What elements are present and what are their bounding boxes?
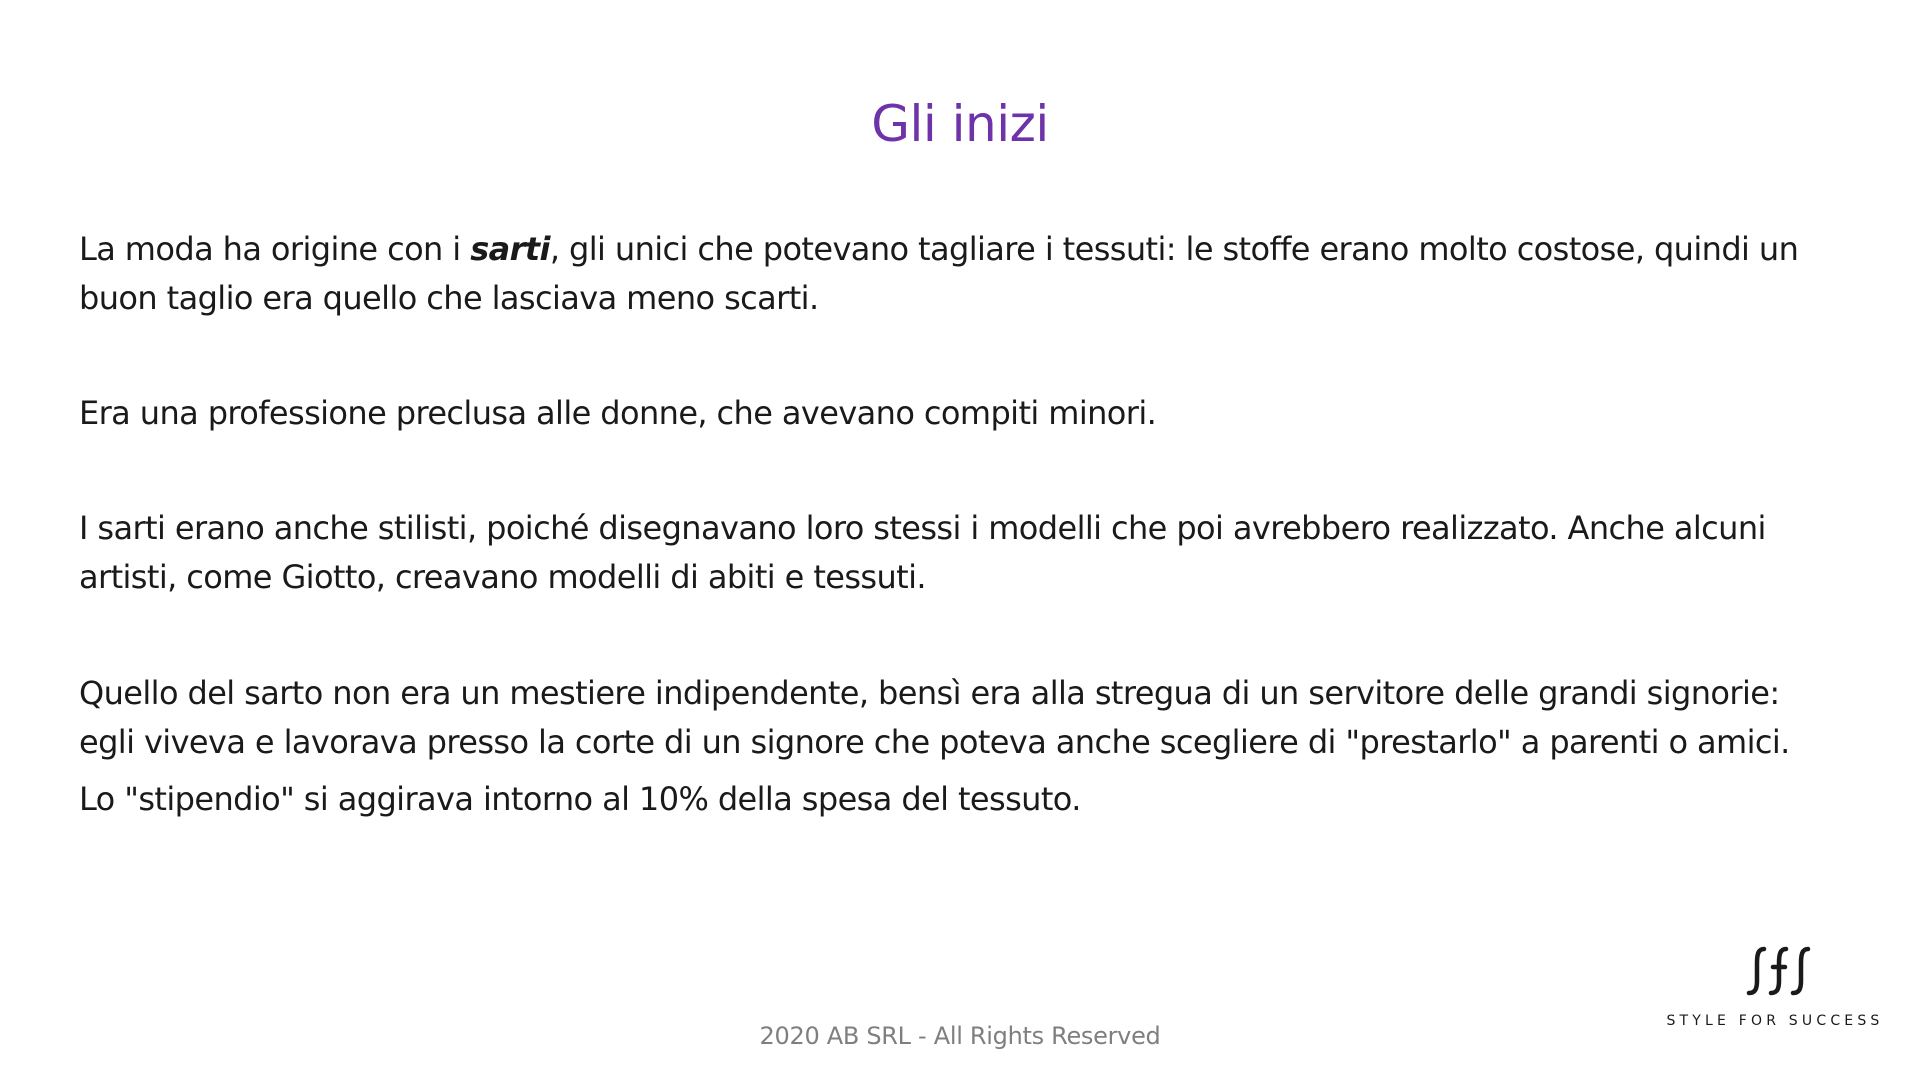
paragraph-line [79,225,1879,274]
paragraph-servant [79,669,1879,767]
emphasis-sarti: sarti [470,230,550,268]
brand-tagline: STYLE FOR SUCCESS [1666,1013,1884,1029]
paragraph-line: Era una professione preclusa alle donne, che avevano compiti minori. [79,394,1157,432]
text-run: La moda ha origine con i [79,230,471,268]
sfs-monogram-icon [1746,945,1816,997]
paragraph-line: I sarti erano anche stilisti, poiché disegnavano loro stessi i modelli che poi avrebbero realizzato. Anche alcuni [79,509,1766,547]
paragraph-profession [79,389,1879,438]
paragraph-line: egli viveva e lavorava presso la corte di un signore che poteva anche scegliere di "prestarlo" a parenti o amici. [79,723,1790,761]
slide-title: Gli inizi [871,95,1049,153]
footer-copyright: 2020 AB SRL - All Rights Reserved [759,1022,1161,1050]
paragraph-line: artisti, come Giotto, creavano modelli di abiti e tessuti. [79,558,926,596]
paragraph-line: Quello del sarto non era un mestiere indipendente, bensì era alla stregua di un servitore delle grandi signorie: [79,674,1780,712]
text-run: , gli unici che potevano tagliare i tessuti: le stoffe erano molto costose, quindi un [549,230,1799,268]
paragraph-salary [79,775,1879,824]
paragraph-origins [79,225,1879,323]
brand-logo [1660,945,1890,1035]
paragraph-line: Lo "stipendio" si aggirava intorno al 10% della spesa del tessuto. [79,780,1081,818]
paragraph-line: buon taglio era quello che lasciava meno scarti. [79,279,819,317]
paragraph-stylists [79,504,1879,602]
